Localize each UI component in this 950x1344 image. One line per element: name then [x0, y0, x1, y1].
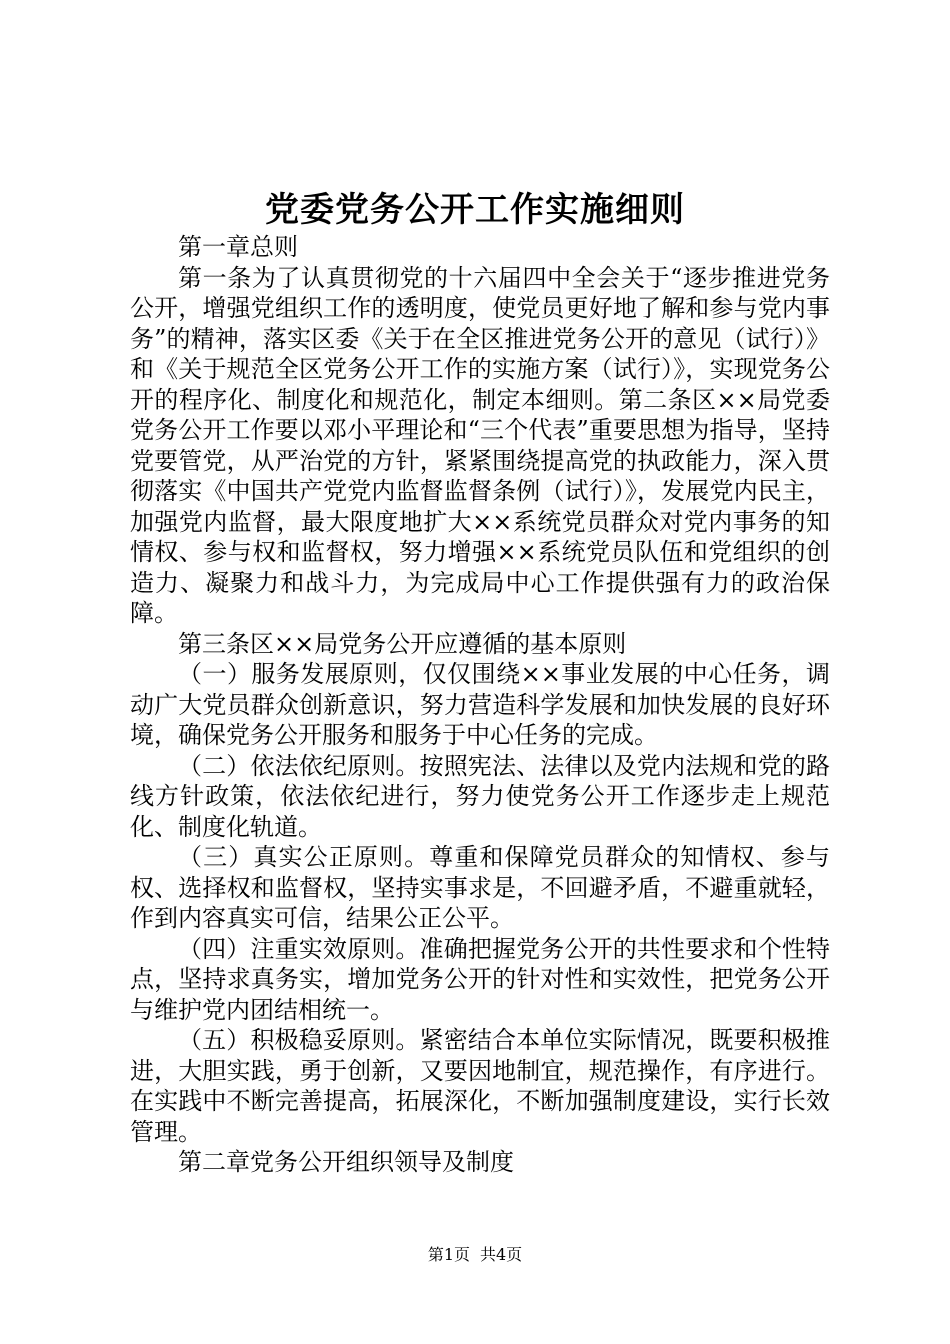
page-number-total: 共4页 [480, 1245, 523, 1264]
chapter-heading: 第二章党务公开组织领导及制度 [178, 1148, 514, 1176]
paragraph: （一）服务发展原则，仅仅围绕××事业发展的中心任务，调动广大党员群众创新意识，努力营造科学发展和加快发展的良好环境，确保党务公开服务和服务于中心任务的完成。 [130, 660, 830, 749]
paragraph: （三）真实公正原则。尊重和保障党员群众的知情权、参与权、选择权和监督权，坚持实事求是，不回避矛盾，不避重就轻，作到内容真实可信，结果公正公平。 [130, 843, 830, 932]
paragraph: 第一条为了认真贯彻党的十六届四中全会关于“逐步推进党务公开，增强党组织工作的透明度，使党员更好地了解和参与党内事务”的精神，落实区委《关于在全区推进党务公开的意见（试行）》和《关于规范全区党务公开工作的实施方案（试行）》，实现党务公开的程序化、制度化和规范化，制定本细则。第二条区××局党委党务公开工作要以邓小平理论和“三个代表”重要思想为指导，坚持党要管党，从严治党的方针，紧紧围绕提高党的执政能力，深入贯彻落实《中国共产党党内监督监督条例（试行）》，发展党内民主，加强党内监督，最大限度地扩大××系统党员群众对党内事务的知情权、参与权和监督权，努力增强××系统党员队伍和党组织的创造力、凝聚力和战斗力，为完成局中心工作提供强有力的政治保障。 [130, 263, 830, 627]
paragraph: （二）依法依纪原则。按照宪法、法律以及党内法规和党的路线方针政策，依法依纪进行，努力使党务公开工作逐步走上规范化、制度化轨道。 [130, 751, 830, 841]
paragraph: （四）注重实效原则。准确把握党务公开的共性要求和个性特点，坚持求真务实，增加党务公开的针对性和实效性，把党务公开与维护党内团结相统一。 [130, 934, 830, 1024]
document-body [130, 232, 830, 1178]
paragraph: （五）积极稳妥原则。紧密结合本单位实际情况，既要积极推进，大胆实践，勇于创新，又要因地制宜，规范操作，有序进行。在实践中不断完善提高，拓展深化，不断加强制度建设，实行长效管理。 [130, 1026, 830, 1146]
page-footer [0, 1244, 950, 1266]
document-title: 党委党务公开工作实施细则 [265, 190, 685, 230]
paragraph: 第三条区××局党务公开应遵循的基本原则 [178, 629, 627, 658]
page-number-current: 第1页 [427, 1245, 470, 1264]
chapter-heading: 第一章总则 [178, 233, 298, 261]
